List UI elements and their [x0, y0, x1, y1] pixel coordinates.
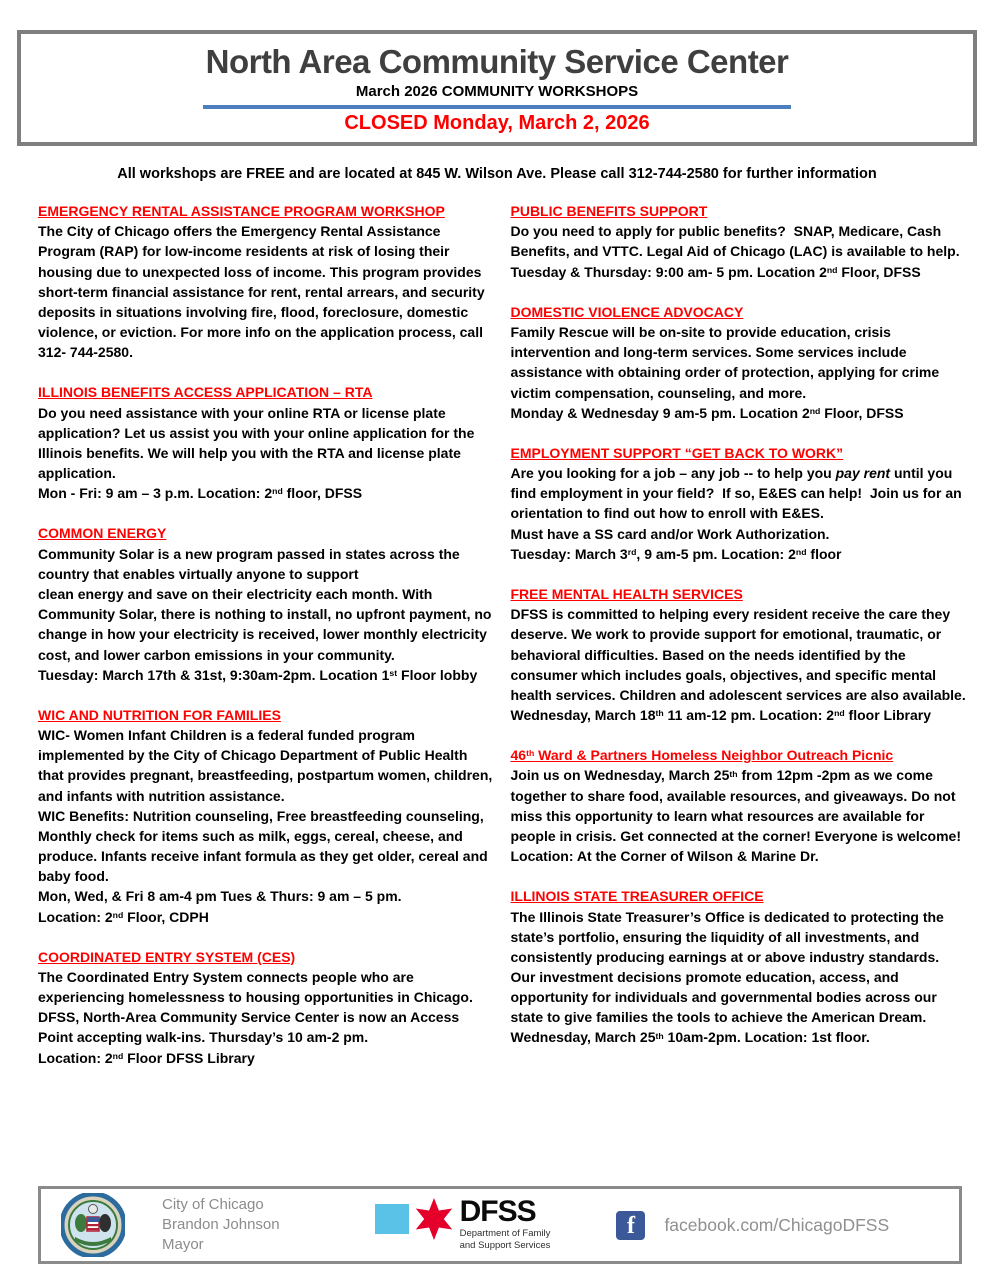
paragraph: WIC Benefits: Nutrition counseling, Free breastfeeding counseling, Monthly check for items such as milk, eggs, cereal, cheese, and produce. Infants receive infant formula as they get older, cereal and baby food. — [38, 807, 492, 885]
workshop-columns — [38, 201, 966, 1088]
page-title: North Area Community Service Center — [205, 43, 789, 80]
paragraph: Tuesday: March 17th & 31st, 9:30am-2pm. Location 1st Floor lobby — [38, 666, 478, 683]
section-body — [511, 322, 967, 423]
paragraph: Family Rescue will be on-site to provide education, crisis intervention and long-term services. Some services include assistance with obtaining order of protection, applying for crime victim compensation, counseling, and more. — [510, 324, 944, 401]
paragraph: WIC- Women Infant Children is a federal funded program implemented by the City of Chicago Department of Public Health that provides pregnant, breastfeeding, postpartum women, children, and infants with nutrition assistance. — [38, 727, 497, 804]
section-body — [511, 463, 967, 564]
paragraph: Location: 2nd Floor DFSS Library — [38, 1049, 255, 1066]
paragraph: Tuesday: March 3rd, 9 am-5 pm. Location: 2nd floor — [510, 545, 842, 562]
section-heading: DOMESTIC VIOLENCE ADVOCACY — [510, 303, 744, 320]
divider-line — [203, 105, 791, 109]
facebook-url[interactable]: facebook.com/ChicagoDFSS — [664, 1214, 890, 1235]
section-heading: EMERGENCY RENTAL ASSISTANCE PROGRAM WORKSHOP — [38, 203, 445, 219]
workshop-section — [511, 201, 967, 282]
dfss-department — [460, 1228, 551, 1252]
header-box — [17, 30, 977, 146]
workshop-section — [38, 201, 494, 362]
paragraph: Do you need assistance with your online RTA or license plate application? Let us assist you with your online application for the Illinois benefits. We will help you with the RTA and license plate application. — [38, 404, 479, 482]
footer-box — [38, 1186, 962, 1264]
paragraph: The City of Chicago offers the Emergency Rental Assistance Program (RAP) for low-income residents at risk of losing their housing due to unexpected loss of income. This program provides short-term financial assistance for rent, rental arrears, and security deposits in situations involving fire, flood, foreclosure, domestic violence, or eviction. For more info on the application process, call 312- 744-2580. — [38, 223, 489, 361]
section-body — [38, 403, 494, 504]
workshop-section — [38, 947, 494, 1068]
section-heading: ILLINOIS BENEFITS ACCESS APPLICATION – RTA — [38, 384, 373, 401]
paragraph: Tuesday & Thursday: 9:00 am- 5 pm. Location 2nd Floor, DFSS — [510, 263, 921, 280]
paragraph: Are you looking for a job – any job -- to help you pay rent until you find employment in your field? If so, E&ES can help! Join us for an orientation to find out how to enroll with E&ES. — [510, 465, 966, 522]
intro-text: All workshops are FREE and are located at 845 W. Wilson Ave. Please call 312-744-2580 for further information — [117, 166, 877, 182]
section-body — [38, 221, 494, 362]
paragraph: Location: At the Corner of Wilson & Marine Dr. — [510, 848, 819, 865]
footer-city-block — [162, 1195, 280, 1256]
section-heading: PUBLIC BENEFITS SUPPORT — [510, 203, 708, 219]
dfss-department-line2: and Support Services — [459, 1240, 551, 1252]
facebook-group — [616, 1211, 889, 1240]
section-heading: FREE MENTAL HEALTH SERVICES — [510, 585, 743, 602]
paragraph: Wednesday, March 25th 10am-2pm. Location: 1st floor. — [510, 1029, 870, 1046]
section-heading: 46th Ward & Partners Homeless Neighbor Outreach Picnic — [510, 747, 894, 764]
workshop-section — [511, 584, 967, 725]
paragraph: Mon, Wed, & Fri 8 am-4 pm Tues & Thurs: 9 am – 5 pm. — [38, 888, 402, 905]
section-heading: COORDINATED ENTRY SYSTEM (CES) — [38, 948, 296, 965]
facebook-icon: f — [616, 1211, 645, 1240]
section-body — [511, 907, 967, 1048]
dfss-acronym: DFSS — [459, 1194, 536, 1228]
workshop-section — [38, 705, 497, 927]
paragraph: Must have a SS card and/or Work Authorization. — [510, 525, 830, 542]
city-of-chicago-seal-icon — [61, 1193, 125, 1257]
page-subtitle: March 2026 COMMUNITY WORKSHOPS — [355, 83, 639, 101]
paragraph: Do you need to apply for public benefits? SNAP, Medicare, Cash Benefits, and VTTC. Legal Aid of Chicago (LAC) is available to help. — [510, 223, 960, 260]
paragraph: Location: 2nd Floor, CDPH — [38, 908, 209, 925]
section-body — [511, 604, 967, 725]
workshop-section — [38, 382, 494, 503]
chicago-star-icon — [411, 1196, 457, 1242]
paragraph: The Coordinated Entry System connects people who are experiencing homelessness to housing opportunities in Chicago. DFSS, North-Area Community Service Center is now an Access Point accepting walk-ins. Thursday’s 10 am-2 pm. — [38, 969, 477, 1046]
section-heading: ILLINOIS STATE TREASURER OFFICE — [510, 888, 764, 905]
workshop-section — [511, 302, 967, 423]
dfss-department-line1: Department of Family — [459, 1228, 551, 1240]
paragraph: Wednesday, March 18th 11 am-12 pm. Location: 2nd floor Library — [510, 707, 932, 723]
workshop-section — [511, 886, 967, 1047]
workshop-section — [511, 745, 967, 866]
section-heading: EMPLOYMENT SUPPORT “GET BACK TO WORK” — [510, 444, 844, 461]
dfss-logo — [375, 1194, 551, 1252]
paragraph: DFSS is committed to helping every resident receive the care they deserve. We work to provide support for emotional, traumatic, or behavioral difficulties. Based on the needs identified by the consumer which includes goals, objectives, and specific mental health services. Children and adolescent services are also available. — [510, 606, 966, 703]
paragraph: Community Solar is a new program passed in states across the country that enables virtually anyone to support — [38, 545, 464, 582]
paragraph: Mon - Fri: 9 am – 3 p.m. Location: 2nd floor, DFSS — [38, 485, 363, 502]
workshop-section — [38, 523, 494, 684]
section-body — [38, 544, 494, 685]
footer-city-label: City of Chicago — [162, 1195, 264, 1213]
workshop-section — [511, 443, 967, 564]
paragraph: The Illinois State Treasurer’s Office is dedicated to protecting the state’s portfolio, ensuring the liquidity of all investments, and consistently producing earnings at or above industry standards. Our investment decisions promote education, access, and opportunity for individuals and governmental bodies across our state to give families the tools to achieve the American Dream. — [510, 908, 948, 1026]
paragraph: clean energy and save on their electricity each month. With Community Solar, there is nothing to install, no upfront payment, no change in how your electricity is received, lower monthly electricity cost, and lower carbon emissions in your community. — [38, 586, 496, 663]
section-heading: COMMON ENERGY — [38, 525, 167, 542]
dfss-text-block — [459, 1194, 551, 1252]
footer-mayor-name: Brandon Johnson — [162, 1215, 280, 1233]
right-column — [511, 201, 967, 1088]
chicago-flag-square — [375, 1204, 409, 1234]
paragraph: Monday & Wednesday 9 am-5 pm. Location 2nd Floor, DFSS — [510, 404, 904, 421]
section-body — [38, 725, 497, 927]
left-column — [38, 201, 497, 1088]
closed-notice: CLOSED Monday, March 2, 2026 — [344, 112, 650, 135]
section-body — [511, 765, 967, 866]
section-body — [38, 967, 494, 1068]
footer-mayor-title: Mayor — [162, 1236, 204, 1254]
paragraph: Join us on Wednesday, March 25th from 12pm -2pm as we come together to share food, available resources, and giveaways. Do not miss this opportunity to learn what resources are available for people in crisis. Get connected at the corner! Everyone is welcome! — [510, 767, 961, 844]
section-heading: WIC AND NUTRITION FOR FAMILIES — [38, 706, 281, 723]
section-body — [511, 221, 967, 281]
